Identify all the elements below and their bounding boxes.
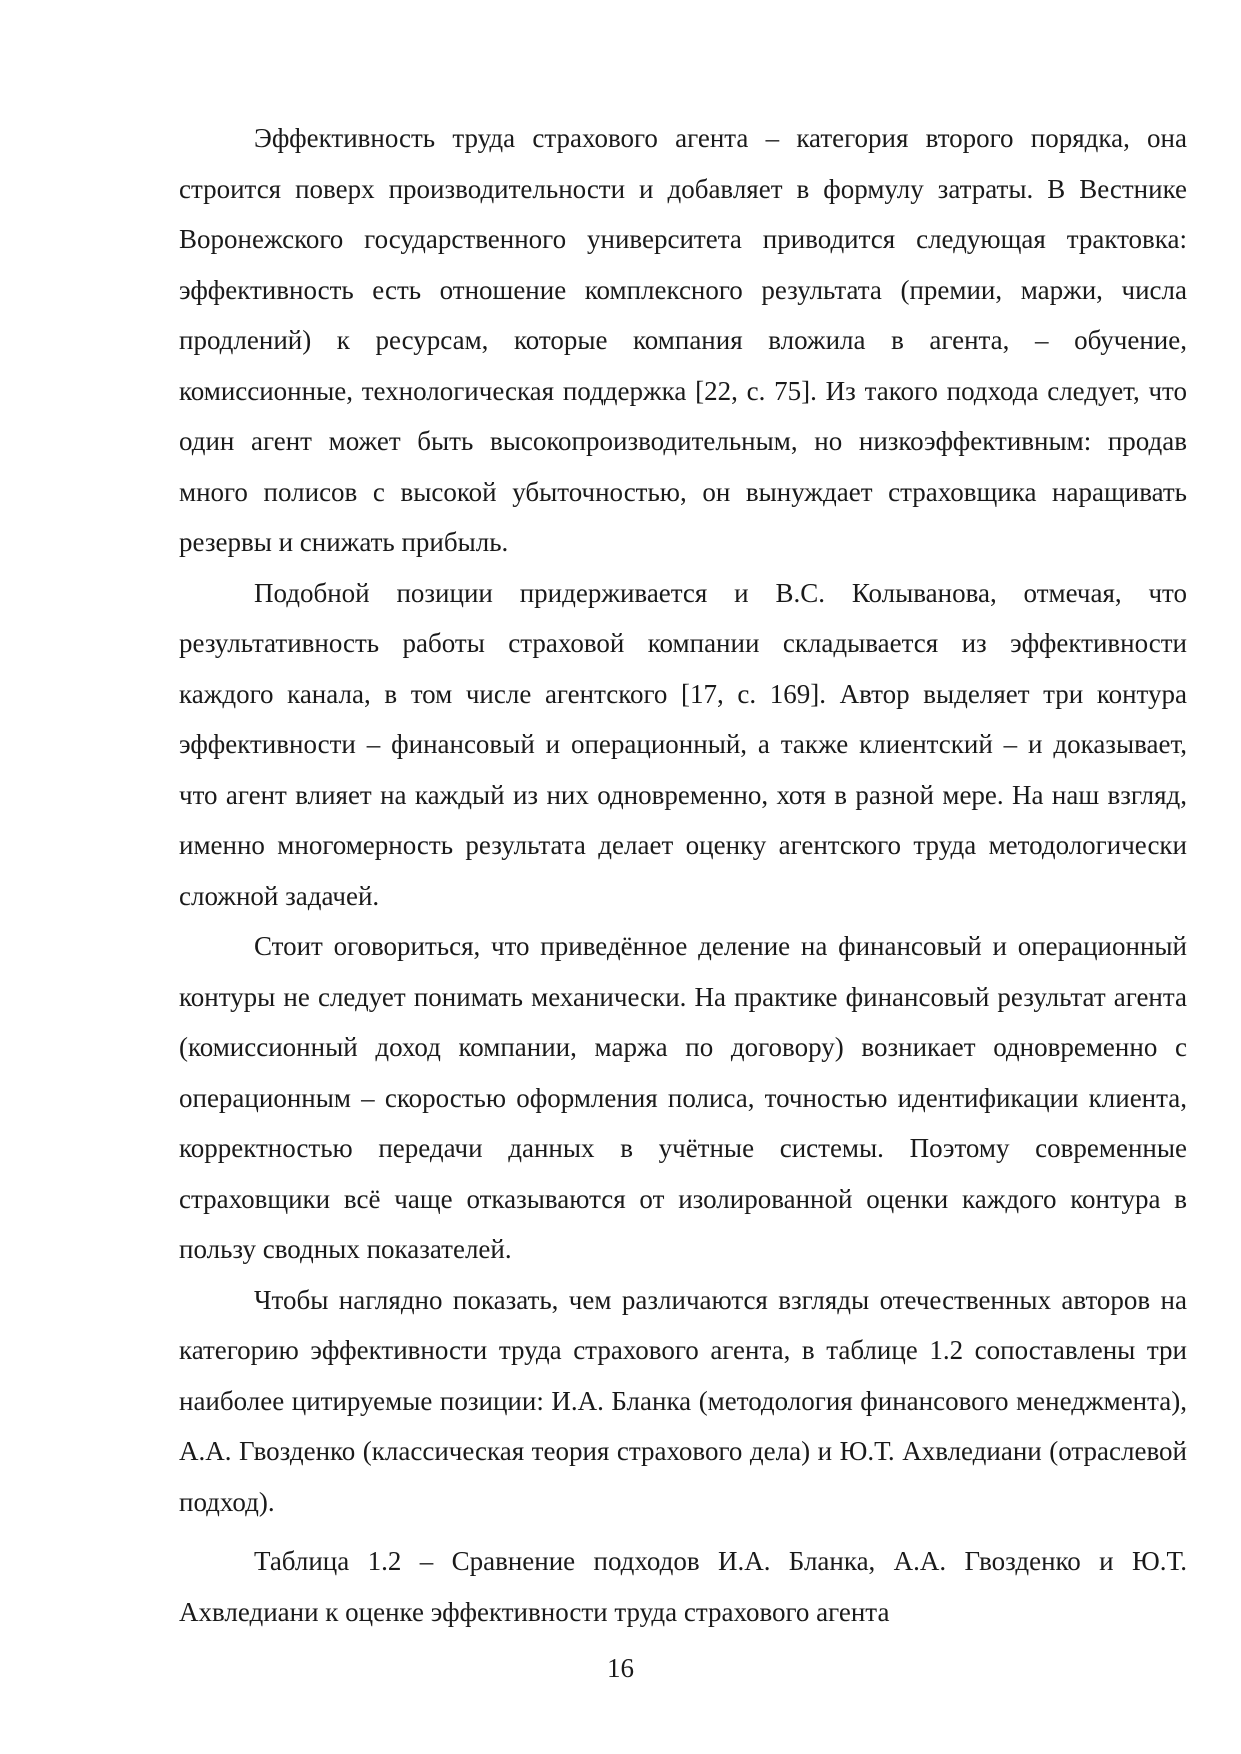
paragraph-3: Стоит оговориться, что приведённое деление на финансовый и операционный контуры не следует понимать механически. На практике финансовый результат агента (комиссионный доход компании, маржа по договору) возникает одновременно с операционным – скоростью оформления полиса, точностью идентификации клиента, корректностью передачи данных в учётные системы. Поэтому современные страховщики всё чаще отказываются от изолированной оценки каждого контура в пользу сводных показателей. — [179, 931, 1187, 1264]
paragraph-2: Подобной позиции придерживается и В.С. Колыванова, отмечая, что результативность работы страховой компании складывается из эффективности каждого канала, в том числе агентского [17, с. 169]. Автор выделяет три контура эффективности – финансовый и операционный, а также клиентский – и доказывает, что агент влияет на каждый из них одновременно, хотя в разной мере. На наш взгляд, именно многомерность результата делает оценку агентского труда методологически сложной задачей. — [179, 577, 1187, 911]
paragraph-1: Эффективность труда страхового агента – категория второго порядка, она строится поверх производительности и добавляет в формулу затраты. В Вестнике Воронежского государственного университета приводится следующая трактовка: эффективность есть отношение комплексного результата (премии, маржи, числа продлений) к ресурсам, которые компания вложила в агента, – обучение, комиссионные, технологическая поддержка [22, с. 75]. Из такого подхода следует, что один агент может быть высокопроизводительным, но низкоэффективным: продав много полисов с высокой убыточностью, он вынуждает страховщика наращивать резервы и снижать прибыль. — [179, 123, 1187, 557]
page-number: 16 — [607, 1653, 634, 1683]
table-caption: Таблица 1.2 – Сравнение подходов И.А. Бланка, А.А. Гвозденко и Ю.Т. Ахвледиани к оценке эффективности труда страхового агента — [179, 1546, 1187, 1627]
body-text — [179, 113, 1187, 1637]
paragraph-4: Чтобы наглядно показать, чем различаются взгляды отечественных авторов на категорию эффективности труда страхового агента, в таблице 1.2 сопоставлены три наиболее цитируемые позиции: И.А. Бланка (методология финансового менеджмента), А.А. Гвозденко (классическая теория страхового дела) и Ю.Т. Ахвледиани (отраслевой подход). — [179, 1284, 1187, 1517]
